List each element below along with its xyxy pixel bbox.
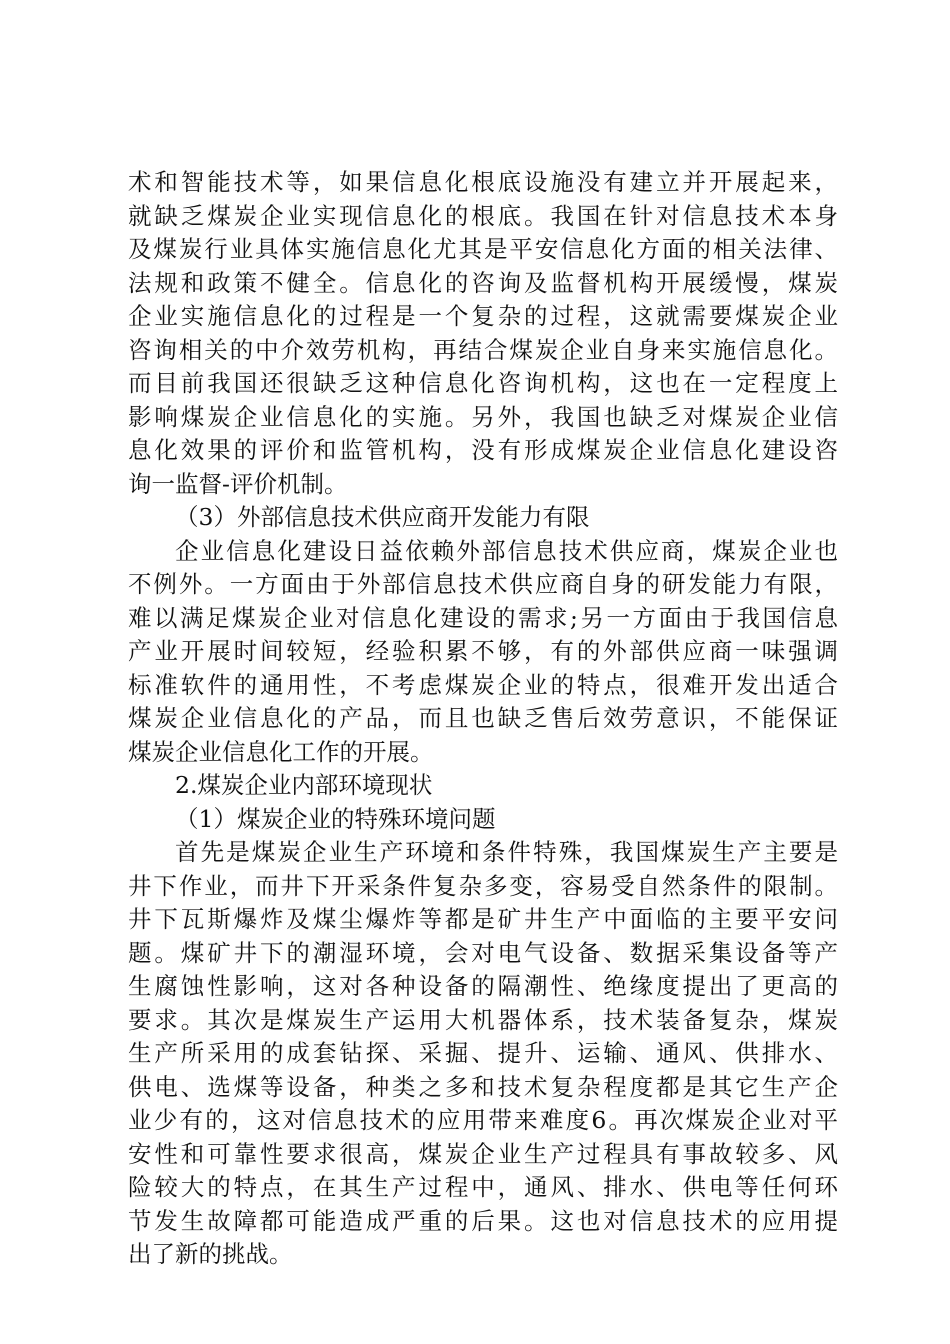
text-line: 产业开展时间较短，经验积累不够，有的外部供应商一味强调: [128, 637, 838, 665]
text-line: 题。煤矿井下的潮湿环境，会对电气设备、数据采集设备等产: [128, 938, 838, 967]
text-line: 要求。其次是煤炭生产运用大机器体系，技术装备复杂，煤炭: [128, 1005, 838, 1034]
text-line: 就缺乏煤炭企业实现信息化的根底。我国在针对信息技术本身: [128, 201, 838, 230]
text-line: 煤炭企业信息化工作的开展。: [128, 737, 434, 766]
text-line: 企业信息化建设日益依赖外部信息技术供应商，煤炭企业也: [175, 536, 838, 565]
text-line: 安性和可靠性要求很高，煤炭企业生产过程具有事故较多、风: [128, 1139, 838, 1168]
text-line: 术和智能技术等，如果信息化根底设施没有建立并开展起来，: [128, 168, 838, 196]
text-line: 企业实施信息化的过程是一个复杂的过程，这就需要煤炭企业: [128, 302, 838, 330]
text-line: 生产所采用的成套钻探、采掘、提升、运输、通风、供排水、: [128, 1039, 838, 1067]
text-line: 法规和政策不健全。信息化的咨询及监督机构开展缓慢，煤炭: [128, 268, 838, 297]
text-line: 难以满足煤炭企业对信息化建设的需求;另一方面由于我国信息: [128, 603, 838, 632]
text-line: 险较大的特点，在其生产过程中，通风、排水、供电等任何环: [128, 1173, 838, 1201]
text-line: （1）煤炭企业的特殊环境问题: [175, 804, 496, 833]
document-page: [128, 166, 838, 1272]
text-line: 出了新的挑战。: [128, 1240, 293, 1268]
text-line: 标准软件的通用性，不考虑煤炭企业的特点，很难开发出适合: [128, 670, 838, 699]
text-line: 首先是煤炭企业生产环境和条件特殊，我国煤炭生产主要是: [175, 838, 838, 866]
text-line: 煤炭企业信息化的产品，而且也缺乏售后效劳意识，不能保证: [128, 704, 838, 732]
text-line: （3）外部信息技术供应商开发能力有限: [175, 503, 590, 531]
text-line: 询一监督-评价机制。: [128, 469, 348, 498]
text-line: 生腐蚀性影响，这对各种设备的隔潮性、绝缘度提出了更高的: [128, 972, 838, 1000]
text-line: 井下作业，而井下开采条件复杂多变，容易受自然条件的限制。: [128, 871, 838, 900]
text-line: 供电、选煤等设备，种类之多和技术复杂程度都是其它生产企: [128, 1072, 838, 1101]
text-line: 节发生故障都可能造成严重的后果。这也对信息技术的应用提: [128, 1206, 838, 1235]
text-line: 不例外。一方面由于外部信息技术供应商自身的研发能力有限，: [128, 570, 838, 598]
text-line: 2.煤炭企业内部环境现状: [175, 771, 433, 799]
text-line: 咨询相关的中介效劳机构，再结合煤炭企业自身来实施信息化。: [128, 335, 838, 364]
text-line: 影响煤炭企业信息化的实施。另外，我国也缺乏对煤炭企业信: [128, 402, 838, 431]
text-line: 及煤炭行业具体实施信息化尤其是平安信息化方面的相关法律、: [128, 235, 838, 263]
text-line: 业少有的，这对信息技术的应用带来难度6。再次煤炭企业对平: [128, 1106, 838, 1134]
text-line: 息化效果的评价和监管机构，没有形成煤炭企业信息化建设咨: [128, 436, 838, 464]
text-line: 而目前我国还很缺乏这种信息化咨询机构，这也在一定程度上: [128, 369, 838, 397]
text-line: 井下瓦斯爆炸及煤尘爆炸等都是矿井生产中面临的主要平安问: [128, 905, 838, 933]
